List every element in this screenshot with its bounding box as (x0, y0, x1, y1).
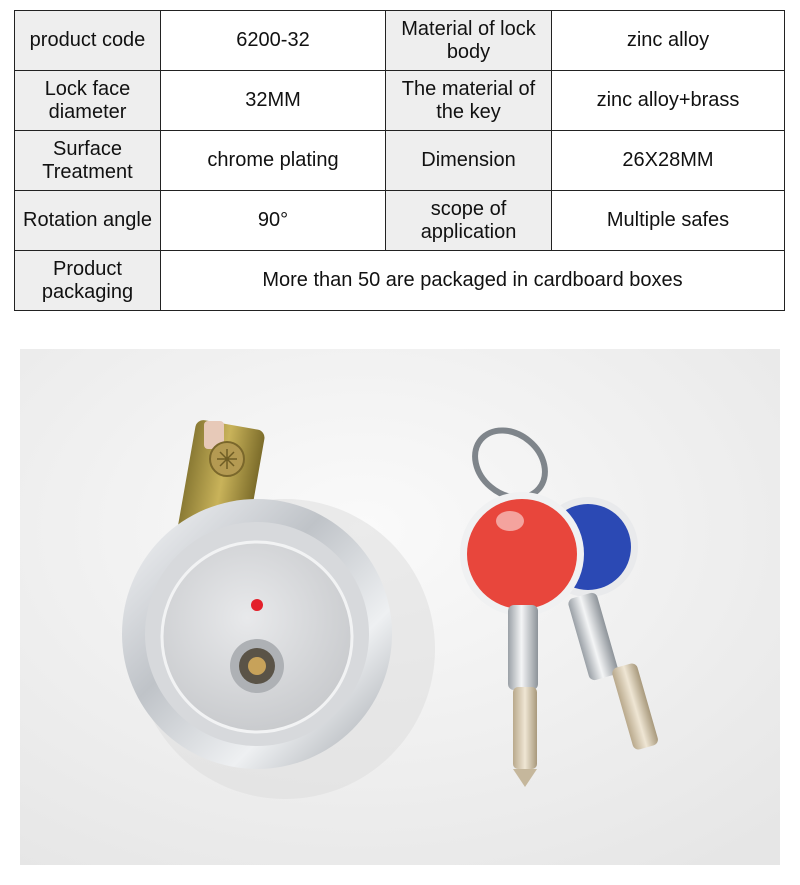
red-key-shank (508, 605, 538, 690)
spec-row (15, 71, 785, 131)
spec-row (15, 131, 785, 191)
lock-face (162, 542, 352, 732)
spec-label-lock-face-diameter: Lock face diameter (15, 71, 161, 131)
spec-value-dimension: 26X28MM (552, 131, 785, 191)
spec-value-surface-treatment: chrome plating (161, 131, 386, 191)
spec-row (15, 251, 785, 311)
spec-label-scope-of-application: scope of application (386, 191, 552, 251)
spec-table (14, 10, 785, 311)
product-photo (20, 349, 780, 865)
spec-value-lock-body-material: zinc alloy (552, 11, 785, 71)
spec-value-rotation-angle: 90° (161, 191, 386, 251)
spec-label-key-material: The material of the key (386, 71, 552, 131)
red-key-head (467, 499, 577, 609)
lock-cam-rivet-mark (217, 449, 237, 469)
red-key-highlight (496, 511, 524, 531)
spec-value-product-packaging: More than 50 are packaged in cardboard boxes (161, 251, 785, 311)
product-photo-illustration (20, 349, 780, 865)
spec-label-rotation-angle: Rotation angle (15, 191, 161, 251)
spec-label-product-code: product code (15, 11, 161, 71)
lock-keyway-pins (248, 657, 266, 675)
spec-label-lock-body-material: Material of lock body (386, 11, 552, 71)
red-key-blade (513, 687, 537, 769)
spec-label-dimension: Dimension (386, 131, 552, 191)
spec-value-scope-of-application: Multiple safes (552, 191, 785, 251)
spec-label-product-packaging: Product packaging (15, 251, 161, 311)
spec-row (15, 191, 785, 251)
spec-row (15, 11, 785, 71)
spec-label-surface-treatment: Surface Treatment (15, 131, 161, 191)
spec-value-key-material: zinc alloy+brass (552, 71, 785, 131)
spec-value-product-code: 6200-32 (161, 11, 386, 71)
lock-indicator-dot (251, 599, 263, 611)
spec-value-lock-face-diameter: 32MM (161, 71, 386, 131)
